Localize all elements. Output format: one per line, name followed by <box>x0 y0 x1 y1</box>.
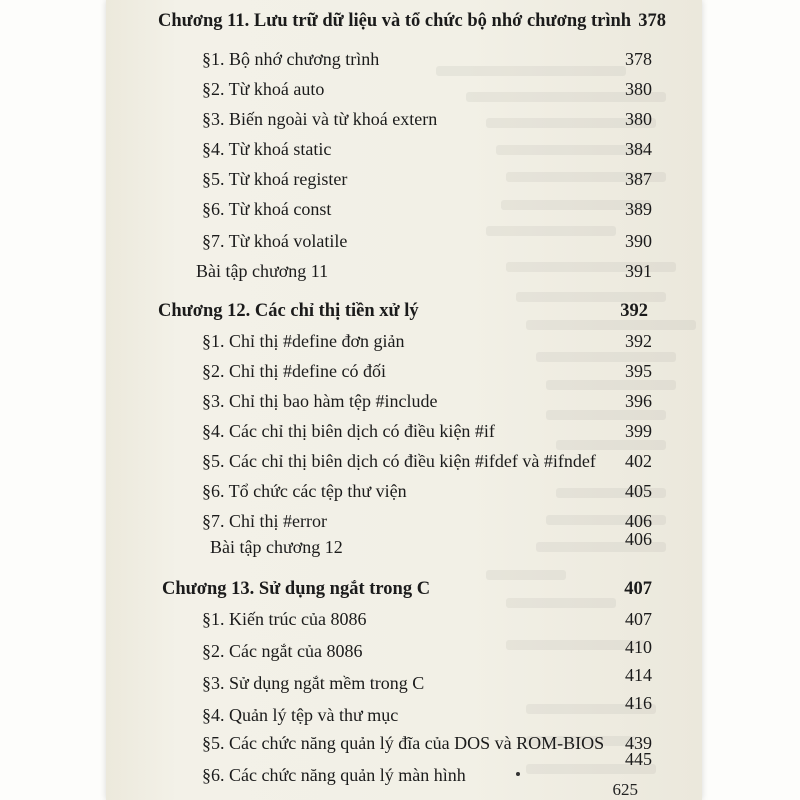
entry-title: §2. Từ khoá auto <box>202 79 325 99</box>
entry-page: 410 <box>625 637 652 657</box>
exercise-page: 391 <box>625 261 652 281</box>
entry-page: 390 <box>625 231 652 251</box>
entry-page: 378 <box>625 49 652 69</box>
entry-title: §2. Chỉ thị #define có đối <box>202 361 386 381</box>
toc-entry <box>106 228 702 254</box>
entry-title: §1. Bộ nhớ chương trình <box>202 49 380 69</box>
entry-page: 439 <box>625 733 652 753</box>
entry-title: §4. Quản lý tệp và thư mục <box>202 705 399 725</box>
chapter-13-row <box>106 576 702 602</box>
entry-title: §5. Các chỉ thị biên dịch có điều kiện #ifdef và #ifndef <box>202 451 596 471</box>
entry-title: §2. Các ngắt của 8086 <box>202 641 363 661</box>
book-page <box>106 0 702 800</box>
toc-entry <box>106 196 702 222</box>
chapter-11-row <box>106 8 702 34</box>
entry-title: §3. Chỉ thị bao hàm tệp #include <box>202 391 438 411</box>
toc-entry <box>106 730 702 756</box>
entry-page: 406 <box>625 511 652 531</box>
entry-page: 445 <box>625 749 652 769</box>
entry-title: §4. Từ khoá static <box>202 139 332 159</box>
entry-title: §1. Kiến trúc của 8086 <box>202 609 367 629</box>
entry-page: 389 <box>625 199 652 219</box>
entry-title: §5. Từ khoá register <box>202 169 348 189</box>
toc-entry <box>106 478 702 504</box>
toc-entry <box>106 388 702 414</box>
toc-entry <box>106 328 702 354</box>
entry-page: 392 <box>625 331 652 351</box>
entry-page: 387 <box>625 169 652 189</box>
entry-page: 399 <box>625 421 652 441</box>
chapter-title: Chương 13. Sử dụng ngắt trong C <box>162 579 431 599</box>
entry-title: §3. Sử dụng ngắt mềm trong C <box>202 673 425 693</box>
ink-dot <box>516 772 520 776</box>
chapter-12-row <box>106 298 702 324</box>
toc-entry <box>106 358 702 384</box>
entry-title: §5. Các chức năng quản lý đĩa của DOS và ROM-BIOS <box>202 733 605 753</box>
exercise-title: Bài tập chương 12 <box>210 537 343 557</box>
page-number: 625 <box>612 780 638 799</box>
toc-exercise <box>106 529 702 560</box>
toc-entry <box>106 508 702 534</box>
toc-entry <box>106 46 702 72</box>
exercise-title: Bài tập chương 11 <box>196 261 329 281</box>
entry-title: §7. Từ khoá volatile <box>202 231 348 251</box>
exercise-page: 406 <box>625 529 652 549</box>
entry-page: 405 <box>625 481 652 501</box>
chapter-page: 392 <box>620 301 648 321</box>
entry-page: 414 <box>625 665 652 685</box>
toc-exercise <box>106 258 702 284</box>
toc-entry <box>106 136 702 162</box>
toc-entry <box>106 665 702 696</box>
toc-entry <box>106 638 702 664</box>
toc-entry <box>106 106 702 132</box>
toc-entry <box>106 693 702 728</box>
entry-title: §6. Tổ chức các tệp thư viện <box>202 481 407 501</box>
entry-page: 407 <box>625 609 652 629</box>
chapter-page: 378 <box>638 11 666 31</box>
entry-page: 396 <box>625 391 652 411</box>
toc-entry <box>106 166 702 192</box>
table-of-contents <box>106 0 702 800</box>
toc-entry <box>106 606 702 632</box>
chapter-page: 407 <box>624 579 652 599</box>
chapter-title: Chương 12. Các chỉ thị tiền xử lý <box>158 301 419 321</box>
entry-page: 416 <box>625 693 652 713</box>
entry-title: §7. Chỉ thị #error <box>202 511 327 531</box>
entry-page: 384 <box>625 139 652 159</box>
entry-title: §6. Từ khoá const <box>202 199 332 219</box>
entry-page: 395 <box>625 361 652 381</box>
entry-title: §4. Các chỉ thị biên dịch có điều kiện #if <box>202 421 495 441</box>
toc-entry <box>106 418 702 444</box>
entry-title: §6. Các chức năng quản lý màn hình <box>202 765 466 785</box>
toc-entry <box>106 76 702 102</box>
chapter-title: Chương 11. Lưu trữ dữ liệu và tổ chức bộ nhớ chương trình <box>158 11 632 31</box>
entry-page: 380 <box>625 79 652 99</box>
toc-entry <box>106 448 702 474</box>
entry-title: §1. Chỉ thị #define đơn giản <box>202 331 405 351</box>
entry-page: 380 <box>625 109 652 129</box>
entry-title: §3. Biến ngoài và từ khoá extern <box>202 109 438 129</box>
entry-page: 402 <box>625 451 652 471</box>
